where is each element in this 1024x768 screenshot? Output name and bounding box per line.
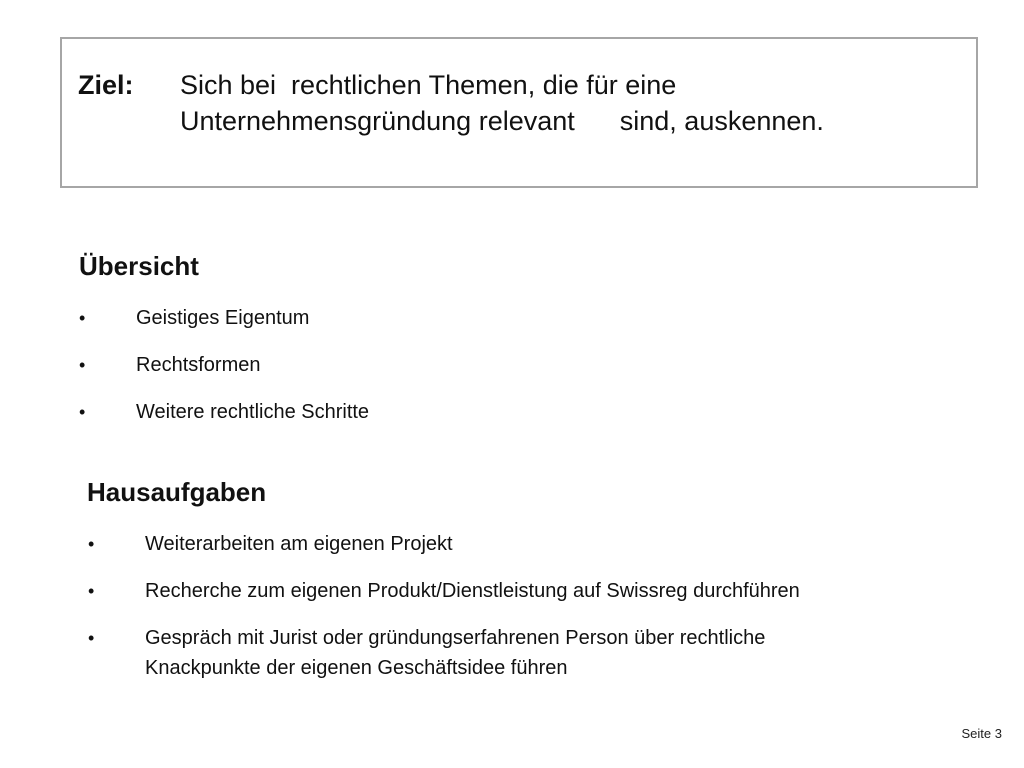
overview-item — [79, 397, 679, 427]
bullet-icon: • — [79, 402, 86, 422]
overview-heading: Übersicht — [79, 251, 199, 281]
goal-text-line-2: Unternehmensgründung relevant sind, auskennen. — [180, 106, 824, 136]
bullet-icon: • — [88, 581, 95, 601]
homework-item — [88, 623, 958, 683]
overview-item-text: Geistiges Eigentum — [136, 307, 310, 329]
homework-list — [88, 529, 958, 700]
goal-text — [180, 67, 960, 139]
homework-item-text: Recherche zum eigenen Produkt/Dienstleistung auf Swissreg durchführen — [145, 580, 800, 602]
goal-label: Ziel: — [78, 70, 134, 100]
page-number: Seite 3 — [961, 726, 1002, 741]
bullet-icon: • — [88, 534, 95, 554]
goal-box — [60, 37, 978, 188]
homework-heading: Hausaufgaben — [87, 477, 267, 507]
overview-list — [79, 303, 679, 444]
overview-item — [79, 303, 679, 333]
homework-item — [88, 529, 958, 559]
overview-item-text: Rechtsformen — [136, 354, 261, 376]
bullet-icon: • — [79, 308, 86, 328]
overview-item-text: Weitere rechtliche Schritte — [136, 401, 370, 423]
homework-item-text: Gespräch mit Jurist oder gründungserfahrenen Person über rechtliche Knackpunkte der eigenen Geschäftsidee führen — [145, 627, 766, 679]
homework-item-text: Weiterarbeiten am eigenen Projekt — [145, 533, 453, 555]
homework-item — [88, 576, 958, 606]
bullet-icon: • — [79, 355, 86, 375]
goal-text-line-1: Sich bei rechtlichen Themen, die für eine — [180, 70, 677, 100]
bullet-icon: • — [88, 628, 95, 648]
overview-item — [79, 350, 679, 380]
